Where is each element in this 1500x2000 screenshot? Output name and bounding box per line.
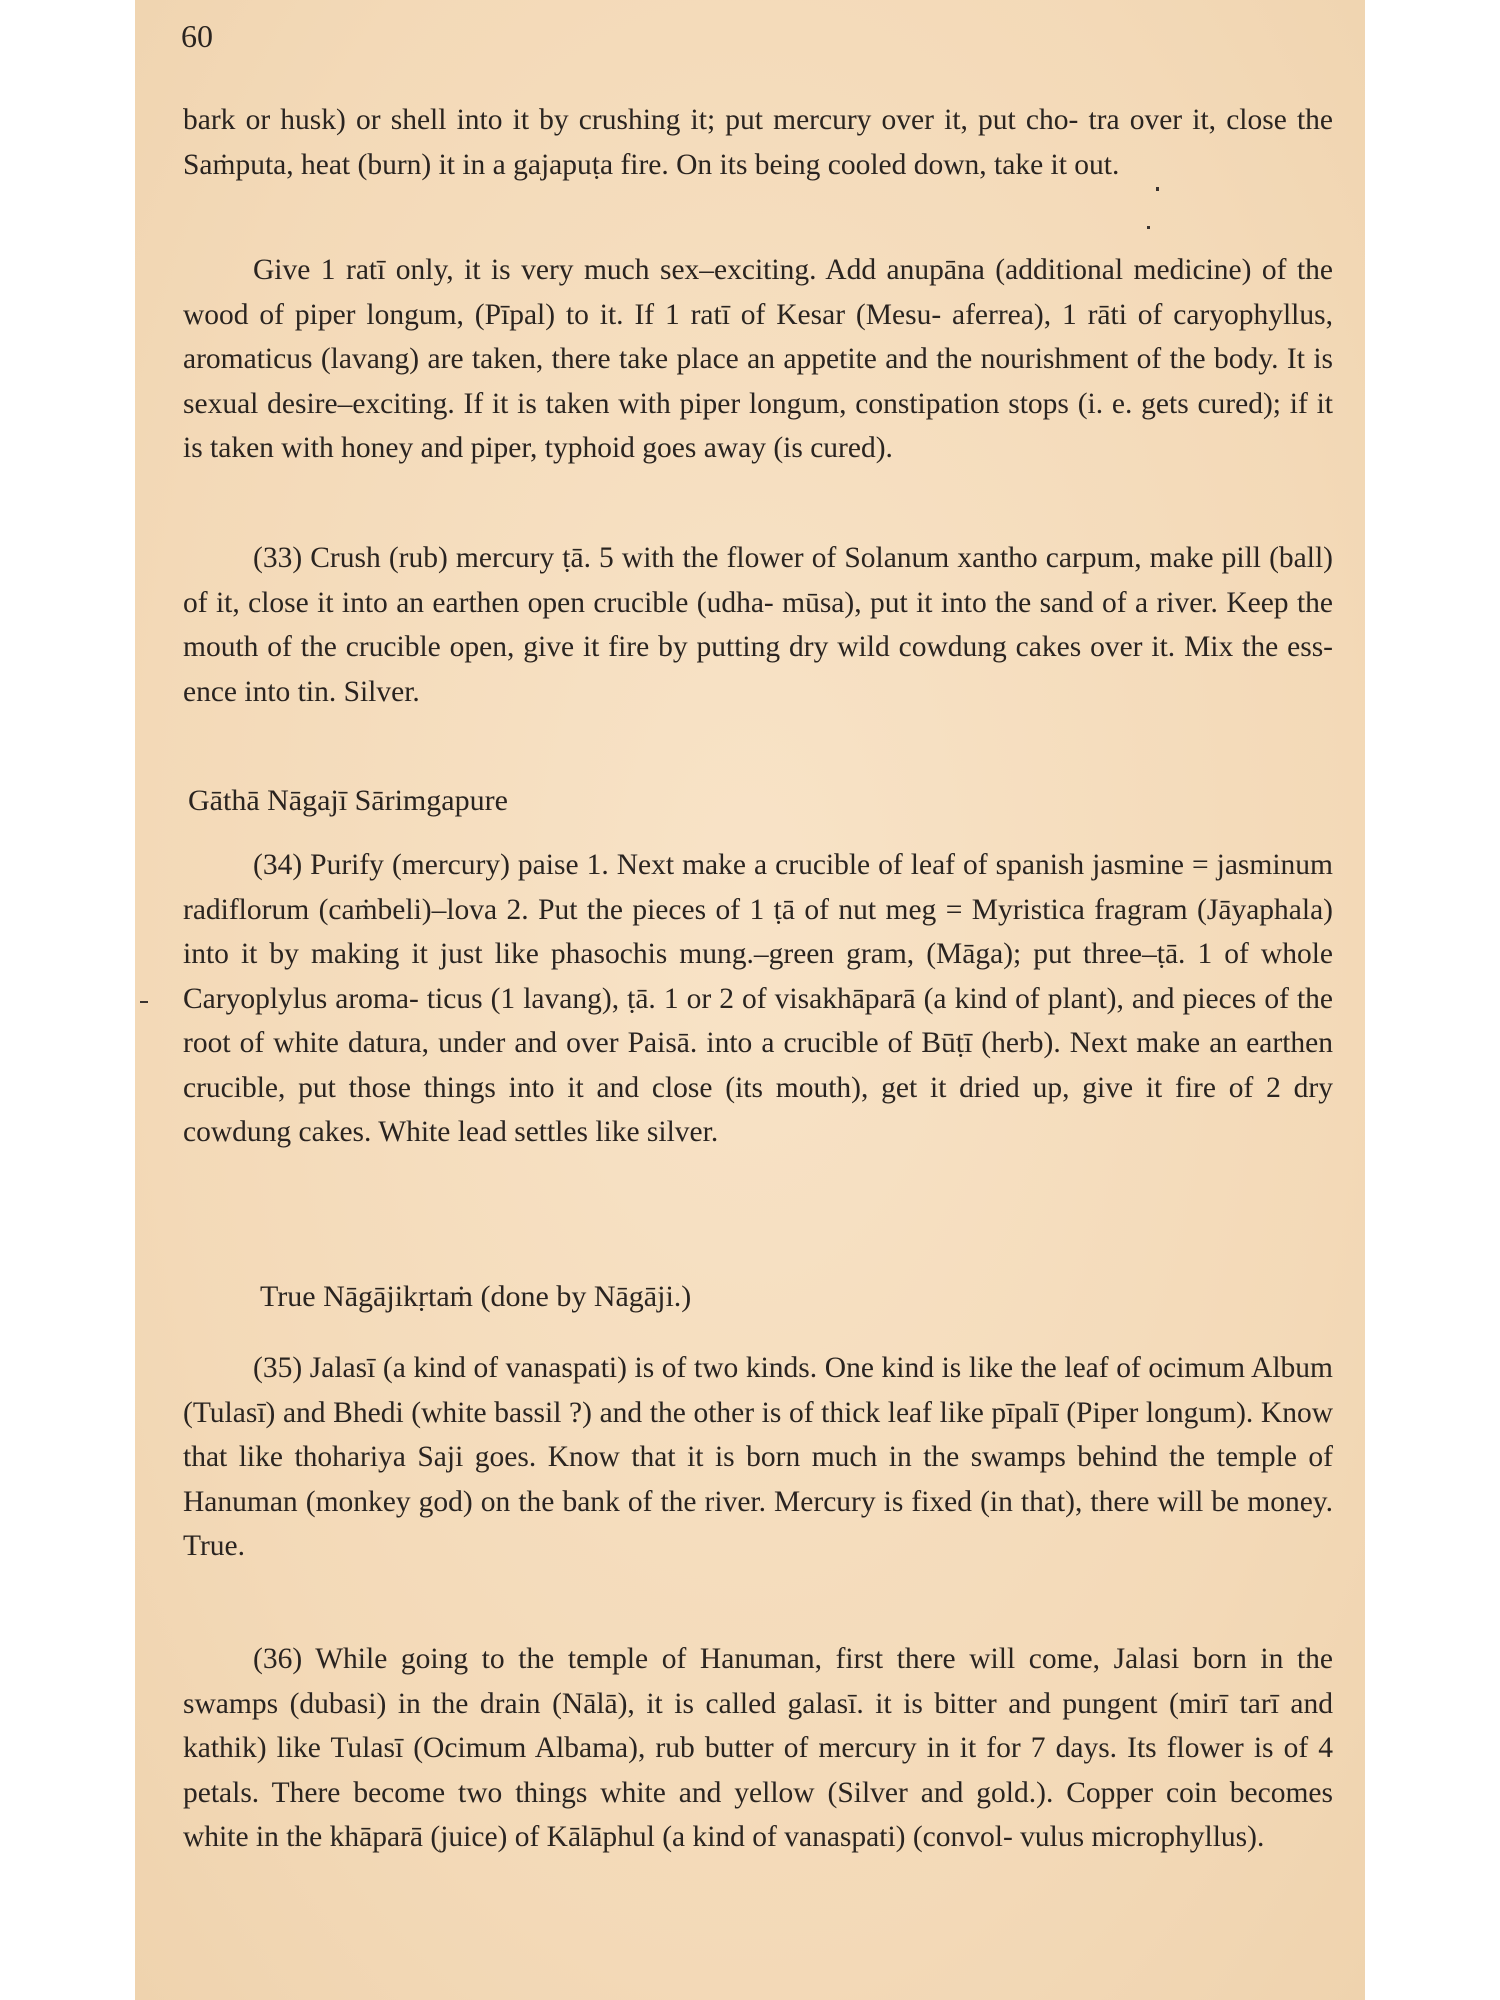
- ink-speck: [1156, 187, 1159, 191]
- book-page: [135, 0, 1365, 2000]
- paragraph-34: (34) Purify (mercury) paise 1. Next make a crucible of leaf of spanish jasmine = jasminum radiflorum (caṁbeli)–lova 2. Put the pieces of 1 ṭā of nut meg = Myristica fragram (Jāyaphala) into it by making it just like phasochis mung.–green gram, (Māga); put three–ṭā. 1 of whole Caryoplylus aroma- ticus (1 lavang), ṭā. 1 or 2 of visakhāparā (a kind of plant), and pieces of the root of white datura, under and over Paisā. into a crucible of Būṭī (herb). Next make an earthen crucible, put those things into it and close (its mouth), get it dried up, give it fire of 2 dry cowdung cakes. White lead settles like silver.: [183, 849, 1333, 1148]
- paragraph-33: (33) Crush (rub) mercury ṭā. 5 with the flower of Solanum xantho carpum, make pill (ball) of it, close it into an earthen open crucible (udha- mūsa), put it into the sand of a river. Keep the mouth of the crucible open, give it fire by putting dry wild cowdung cakes over it. Mix the ess- ence into tin. Silver.: [183, 542, 1333, 708]
- ink-speck: [1147, 226, 1150, 229]
- section-heading-true-nagaji: True Nāgājikṛtaṁ (done by Nāgāji.): [260, 1280, 692, 1313]
- paragraph-36: (36) While going to the temple of Hanuman, first there will come, Jalasi born in the swamps (dubasi) in the drain (Nālā), it is called galasī. it is bitter and pungent (mirī tarī and kathik) like Tulasī (Ocimum Albama), rub butter of mercury in it for 7 days. Its flower is of 4 petals. There become two things white and yellow (Silver and gold.). Copper coin becomes white in the khāparā (juice) of Kālāphul (a kind of vanaspati) (convol- vulus microphyllus).: [183, 1643, 1333, 1853]
- page-number: 60: [181, 18, 213, 54]
- paragraph-2: Give 1 ratī only, it is very much sex–exciting. Add anupāna (additional medicine) of the wood of piper longum, (Pīpal) to it. If 1 ratī of Kesar (Mesu- aferrea), 1 rāti of caryophyllus, aromaticus (lavang) are taken, there take place an appetite and the nourishment of the body. It is sexual desire–exciting. If it is taken with piper longum, constipation stops (i. e. gets cured); if it is taken with honey and piper, typhoid goes away (is cured).: [183, 254, 1333, 464]
- section-heading-gatha: Gāthā Nāgajī Sārimgapure: [188, 784, 508, 817]
- paragraph-35: (35) Jalasī (a kind of vanaspati) is of two kinds. One kind is like the leaf of ocimum Album (Tulasī) and Bhedi (white bassil ?) and the other is of thick leaf like pīpalī (Piper longum). Know that like thohariya Saji goes. Know that it is born much in the swamps behind the temple of Hanuman (monkey god) on the bank of the river. Mercury is fixed (in that), there will be money. True.: [183, 1352, 1333, 1562]
- paragraph-1: bark or husk) or shell into it by crushing it; put mercury over it, put cho- tra over it, close the Saṁputa, heat (burn) it in a gajapuṭa fire. On its being cooled down, take it out.: [183, 104, 1333, 181]
- margin-mark: [140, 1001, 148, 1003]
